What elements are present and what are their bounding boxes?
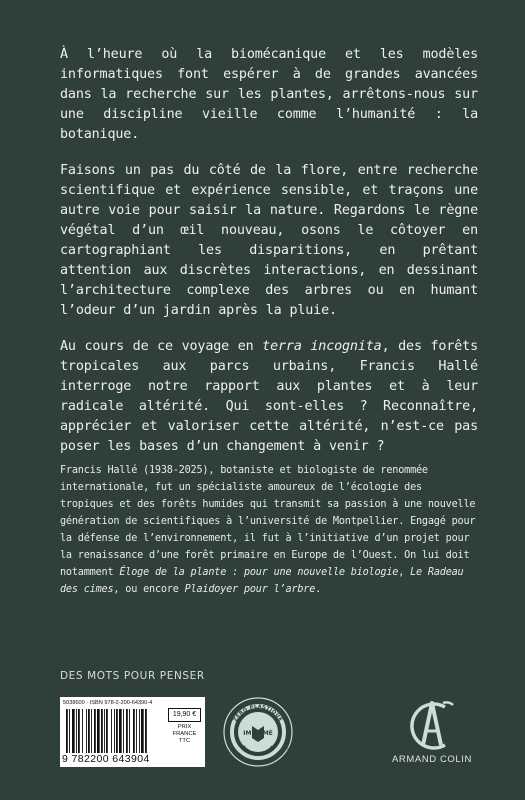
imprime-en-france-stamp <box>222 696 294 768</box>
stamp-center-text: IMPRIMÉ <box>243 730 273 737</box>
barcode-bar <box>145 709 147 753</box>
barcode-bar <box>97 709 100 753</box>
barcode-bar <box>133 709 135 753</box>
barcode-bar <box>129 709 130 753</box>
barcode-bar <box>94 709 96 753</box>
bio-text: Francis Hallé (1938-2025), botaniste et biologiste de renommée internationale, fut un spécialiste amoureux de l’écologie des tropiques et des forêts humides qui transmit sa passion à une nouvelle génération de scientifiques à l’université de Montpellier. Engagé pour la défense de l’environnement, il fut à l’initiative d’un projet pour la renaissance d’une forêt primaire en Europe de l’Ouest. On lui doit notamment <box>60 465 476 578</box>
barcode-bar <box>136 709 137 753</box>
barcode-bar <box>76 709 77 753</box>
publisher-name: ARMAND COLIN <box>391 754 473 765</box>
barcode-bar <box>123 709 124 753</box>
stamp-bottom-text: EN FRANCE <box>239 745 277 759</box>
publisher-logo <box>385 693 479 773</box>
barcode-bar <box>119 709 122 753</box>
barcode-number: 9 782200 643904 <box>62 753 150 765</box>
barcode-bar <box>106 709 108 753</box>
armand-colin-logo-icon <box>385 693 479 753</box>
bio-book-1: Éloge de la plante : pour une nouvelle biologie <box>119 567 399 578</box>
blurb-p3-italic: terra incognita <box>262 339 382 354</box>
barcode-bar <box>69 709 70 753</box>
blurb-paragraph-3 <box>60 337 478 457</box>
barcode-bar <box>88 709 90 753</box>
bio-end: . <box>315 584 322 595</box>
collection-name: DES MOTS POUR PENSER <box>60 670 205 682</box>
barcode-bar <box>104 709 105 753</box>
bio-separator-1: , <box>398 567 411 578</box>
price-label-line: FRANCE <box>172 731 197 737</box>
blurb-paragraph-2: Faisons un pas du côté de la flore, entre recherche scientifique et expérience sensible, et traçons une autre voie pour saisir la nature. Regardons le règne végétal d’un œil nouveau, osons le côtoyer en cartographiant les disparitions, en prêtant attention aux discrètes interactions, en dessinant l’architecture complexe des arbres ou en humant l’odeur d’un jardin après la pluie. <box>60 163 478 318</box>
barcode-bar <box>111 709 112 753</box>
barcode-bar <box>78 709 80 753</box>
barcode-bar <box>86 709 87 753</box>
isbn-line: 5038600 · ISBN 978-2-200-64390-4 <box>63 700 153 706</box>
blurb <box>60 45 478 473</box>
barcode-bar <box>91 709 92 753</box>
barcode-bar <box>139 709 140 753</box>
blurb-p3-end: , des forêts tropicales aux parcs urbains, Francis Hallé interroge notre rapport aux plantes et à leur radicale altérité. Qui sont-elles ? Reconnaître, apprécier et valoriser cette altérité, n’est-ce pas poser les bases d’un changement à venir ? <box>60 339 478 454</box>
bio-book-3: Plaidoyer pour l’arbre <box>184 584 316 595</box>
barcode-bar <box>114 709 115 753</box>
barcode-box <box>60 697 205 767</box>
stamp-side-text: PAPIER RECYCLABLE <box>285 717 289 751</box>
blurb-paragraph-1: À l’heure où la biomécanique et les modèles informatiques font espérer à de grandes avancées dans la recherche sur les plantes, arrêtons-nous sur une discipline vieille comme l’humanité : la botanique. <box>60 47 478 142</box>
barcode-bars <box>66 709 166 753</box>
author-bio <box>60 462 480 598</box>
price-box: 19,90 € <box>168 708 201 722</box>
price-label-line: PRIX <box>177 724 192 730</box>
barcode-bar <box>141 709 144 753</box>
price-label-line: TTC <box>178 738 191 744</box>
barcode-bar <box>101 709 103 753</box>
bio-separator-2: , ou encore <box>113 584 185 595</box>
stamp-top-text: ZÉRO PLASTIQUE <box>232 703 284 723</box>
barcode-bar <box>66 709 68 753</box>
barcode-bar <box>126 709 128 753</box>
price-label <box>168 724 201 745</box>
barcode-bar <box>72 709 75 753</box>
author-bio-text <box>60 462 480 598</box>
blurb-p3-start: Au cours de ce voyage en <box>60 339 263 354</box>
barcode-bar <box>82 709 83 753</box>
barcode-bar <box>116 709 118 753</box>
bio-book-2: Le Radeau des cimes <box>60 567 464 595</box>
